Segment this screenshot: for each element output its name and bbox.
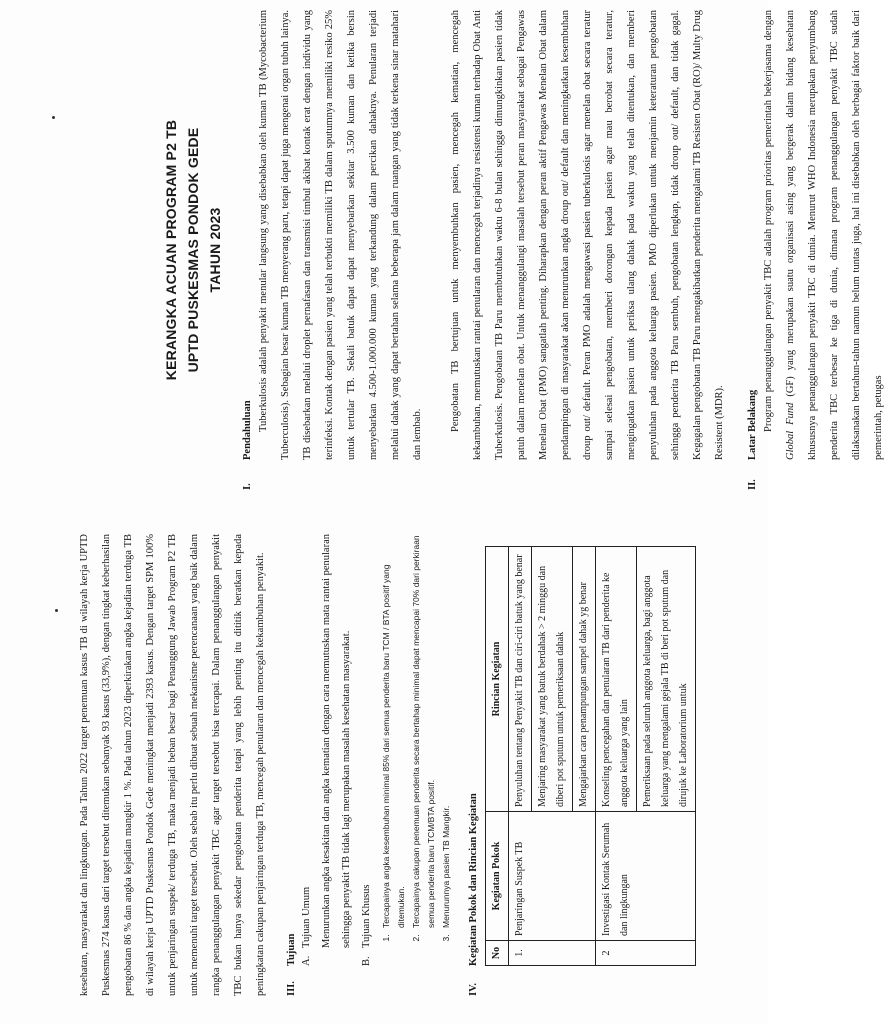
pendahuluan-paragraph-2: Pengobatan TB bertujuan untuk menyembuhkan pasien, mencegah kematian, mencegah kekambuhan, memutuskan rantai penularan dan mencegah terjadinya resistensi kuman terhadap Obat Anti Tuberkulosis. Pengobatan TB Paru membutuhkan waktu 6-8 bulan sehingga dimungkinkan pasien tidak patuh dalam menelan obat. Untuk menanggulangi masalah tersebut peran masyarakat sebagai Pengawas Menelan Obat (PMO) sangatlah penting. Diharapkan dengan peran aktif Pengawas Menelan Obat dalam pendampingan di masyarakat akan menurunkan angka droup out/ default dan meningkatkan kesembuhan droup out/ default. Peran PMO adalah mengawasi pasien tuberkulosis agar menelan obat secara teratur sampai selesai pengobatan, memberi dorongan kepada pasien agar mau berobat secara teratur, mengingatkan pasien untuk periksa ulang dahak pada waktu yang telah ditentukan, dan memberi penyuluhan pada anggota keluarga pasien. PMO diperlukan untuk menjamin keteraturan pengobatan sehingga penderita TB Paru sembuh, pengobatan lengkap, tidak droup out/ default, dan tidak gagal. Kegagalan pengobatan TB Paru mengakibatkan penderita mengalami TB Resisten Obat (RO)/ Multy Drug Resistent (MDR). [450, 10, 725, 460]
column-header: Rincian Kegiatan [486, 547, 509, 812]
latar-belakang-paragraph: Program penanggulangan penyakit TBC adalah program prioritas pemerintah bekerjasama dengan Global Fund (GF) yang merupakan suatu organisasi asing yang bergerak dalam bidang kesehatan khususnya penanggulangan penyakit TBC di dunia. Menurut WHO Indonesia merupakan penyumbang penderita TBC terbesar ke tiga di dunia, dimana program penanggulangan penyakit TBC sudah dilaksanakan bertahun-tahun namun belum tuntas juga, hal ini disebabkan oleh berbagai faktor baik dari pemerintah, petugas [763, 10, 884, 460]
list-item: 2. Tercapainya cakupan penemuan penderita secara bertahap minimal dapat mencapai 70% dari perkiraan semua penderita baru TCM/BTA positif. [409, 534, 439, 932]
section-tujuan-heading: III.Tujuan [286, 933, 297, 996]
table-header-row [486, 547, 509, 966]
section-latar-belakang-heading: II.Latar Belakang [747, 389, 758, 490]
rincian-cell: Konseling pencegahan dan penularan TB dari penderita ke anggota keluarga yang lain [596, 547, 637, 812]
rincian-cell: Menjaring masyarakat yang batuk berdahak > 2 minggu dan diberi pot sputum untuk pemeriksaan dahak [532, 547, 573, 812]
background-continuation: kesehatan, masyarakat dan lingkungan. Pada Tahun 2022 target penemuan kasus TB di wilayah kerja UPTD Puskesmas 274 kasus dari target tersebut ditemukan sebanyak 93 kasus (33,9%), dengan tingkat keberhasilan pengobatan 86 % dan angka kejadian mangkir 1 %. Pada tahun 2023 diperkirakan angka kejadian terduga TB di wilayah kerja UPTD Puskesmas Pondok Gede meningkat menjadi 2393 kasus. Dengan target SPM 100% untuk penjaringan suspek/ terduga TB, maka menjadi beban besar bagi Penanggung Jawab Program P2 TB untuk memenuhi target tersebut. Oleh sebab itu perlu dibuat sebuah mekanisme perencanaan yang baik dalam rangka penanggulangan penyakit TBC agar target tersebut bisa tercapai. Dalam penanggulangan penyakit TBC bukan hanya sekedar pengobatan penderita tetapi yang lebih penting itu dititik beratkan kepada peningkatan cakupan penjaringan terduga TB, mencegah penularan dan mencegah kekambuhan penyakit. [79, 534, 266, 996]
table-row [596, 547, 637, 966]
pendahuluan-paragraph-1: Tuberkulosis adalah penyakit menular langsung yang disebabkan oleh kuman TB (Mycobacterium Tuberculosis). Sebagian besar kuman TB menyerang paru, tetapi dapat juga mengenai organ tubuh lainya. TB disebarkan melalui droplet pernafasan dan transmisi timbul akibat kontak erat dengan individu yang terinfeksi. Kontak dengan pasien yang telah terbukti memiliki TB dalam sputumnya memiliki resiko 25% untuk tertular TB. Sekali batuk dapat dapat menyebarkan sekitar 3.500 kuman dan ketika bersin menyebarkan 4.500-1.000.000 kuman yang terkandung dalam percikan dahaknya. Penularan terjadi melalui dahak yang dapat bertahan selama beberapa jam dalam ruangan yang tidak terkena sinar matahari dan lembab. [258, 10, 423, 460]
column-header: No [486, 941, 509, 966]
table-row [509, 547, 532, 966]
page-right-column [0, 4, 884, 504]
tujuan-umum-text: Menurunkan angka kesakitan dan angka kematian dengan cara memutuskan mata rantai penularan sehingga penyakit TB tidak lagi merupakan masalah kesehatan masyarakat. [321, 534, 352, 948]
tujuan-khusus-heading: B.Tujuan Khusus [361, 884, 372, 966]
list-item: 1. Tercapainya angka kesembuhan minimal 85% dari semua penderita baru TCM / BTA positif yang ditemukan. [379, 534, 409, 932]
tujuan-khusus-list [379, 534, 454, 948]
page-left-column [0, 526, 768, 1006]
kegiatan-pokok-cell: Investigasi Kontak Serumah dan lingkungan [596, 812, 696, 941]
column-header: Kegiatan Pokok [486, 812, 509, 941]
list-item: 3. Menurunnya pasien TB Mangkir. [439, 534, 454, 932]
row-number: 1. [509, 941, 596, 966]
row-number: 2 [596, 941, 696, 966]
document-year: TAHUN 2023 [207, 207, 223, 293]
rincian-cell: Penyuluhan tentang Penyakit TB dan ciri-ciri batuk yang benar [509, 547, 532, 812]
section-kegiatan-heading: IV.Kegiatan Pokok dan Rincian Kegiatan [468, 793, 479, 996]
kegiatan-pokok-cell: Penjaringan Suspek TB [509, 812, 596, 941]
document-subtitle: UPTD PUSKESMAS PONDOK GEDE [185, 127, 201, 373]
rincian-cell: Pemeriksaan pada seluruh anggota keluarga, bagi anggota keluarga yang mengalami gejala TB di beri pot sputum dan dirujuk ke Laboratorium untuk [637, 547, 696, 812]
tujuan-umum-heading: A.Tujuan Umum [301, 886, 312, 966]
rincian-cell: Mengajarkan cara penampungan sampel dahak yg benar [573, 547, 596, 812]
kegiatan-table [485, 546, 696, 966]
section-pendahuluan-heading: I.Pendahuluan [242, 400, 253, 490]
document-title: KERANGKA ACUAN PROGRAM P2 TB [163, 119, 179, 381]
